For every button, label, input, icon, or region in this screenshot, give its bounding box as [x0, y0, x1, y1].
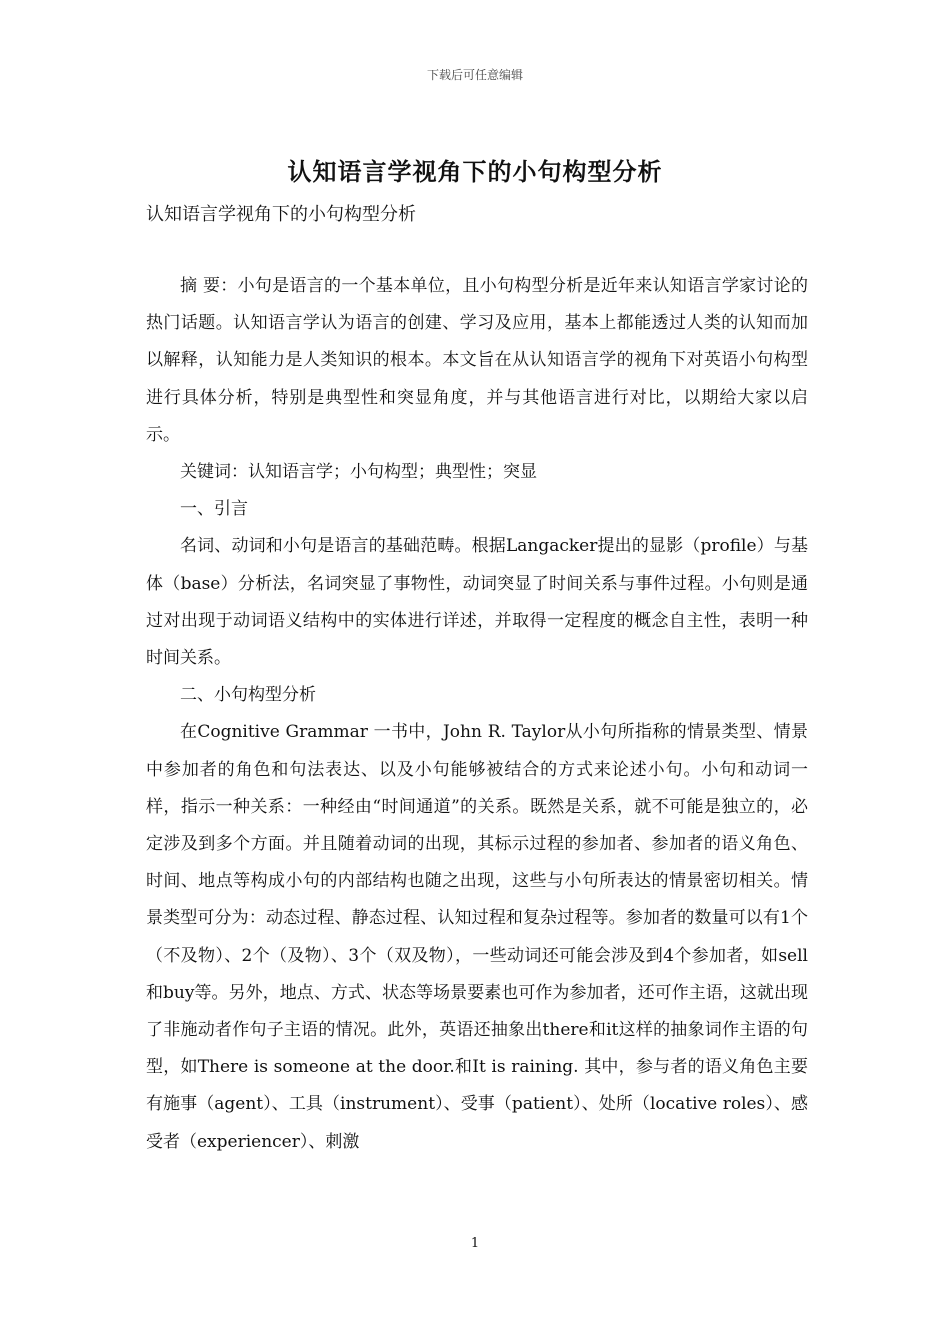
abstract-paragraph: 摘 要：小句是语言的一个基本单位，且小句构型分析是近年来认知语言学家讨论的热门话题。认知语言学认为语言的创建、学习及应用，基本上都能透过人类的认知而加以解释，认知能力是人类知识的根本。本文旨在从认知语言学的视角下对英语小句构型进行具体分析，特别是典型性和突显角度，并与其他语言进行对比，以期给大家以启示。	[146, 276, 808, 445]
introduction-paragraph: 名词、动词和小句是语言的基础范畴。根据Langacker提出的显影（profile）与基体（base）分析法，名词突显了事物性，动词突显了时间关系与事件过程。小句则是通过对出现于动词语义结构中的实体进行详述，并取得一定程度的概念自主性，表明一种时间关系。	[146, 536, 808, 669]
section-heading-introduction: 一、引言	[180, 499, 248, 520]
page-number: 1	[470, 1236, 480, 1251]
header-note: 下载后可任意编辑	[426, 68, 523, 82]
document-title: 认知语言学视角下的小句构型分析	[287, 158, 663, 186]
keywords-paragraph: 关键词：认知语言学；小句构型；典型性；突显	[180, 462, 537, 483]
document-body	[146, 268, 808, 1161]
section-heading-analysis: 二、小句构型分析	[180, 685, 316, 706]
document-subtitle: 认知语言学视角下的小句构型分析	[146, 204, 416, 225]
analysis-paragraph: 在Cognitive Grammar 一书中，John R. Taylor从小句所指称的情景类型、情景中参加者的角色和句法表达、以及小句能够被结合的方式来论述小句。小句和动词一样，指示一种关系：一种经由“时间通道”的关系。既然是关系，就不可能是独立的，必定涉及到多个方面。并且随着动词的出现，其标示过程的参加者、参加者的语义角色、时间、地点等构成小句的内部结构也随之出现，这些与小句所表达的情景密切相关。情景类型可分为：动态过程、静态过程、认知过程和复杂过程等。参加者的数量可以有1个（不及物）、2个（及物）、3个（双及物），一些动词还可能会涉及到4个参加者，如sell 和buy等。另外，地点、方式、状态等场景要素也可作为参加者，还可作主语，这就出现了非施动者作句子主语的情况。此外，英语还抽象出there和it这样的抽象词作主语的句型，如There is someone at the door.和It is raining. 其中，参与者的语义角色主要有施事（agent）、工具（instrument）、受事（patient）、处所（locative roles）、感受者（experiencer）、刺激	[146, 722, 808, 1152]
